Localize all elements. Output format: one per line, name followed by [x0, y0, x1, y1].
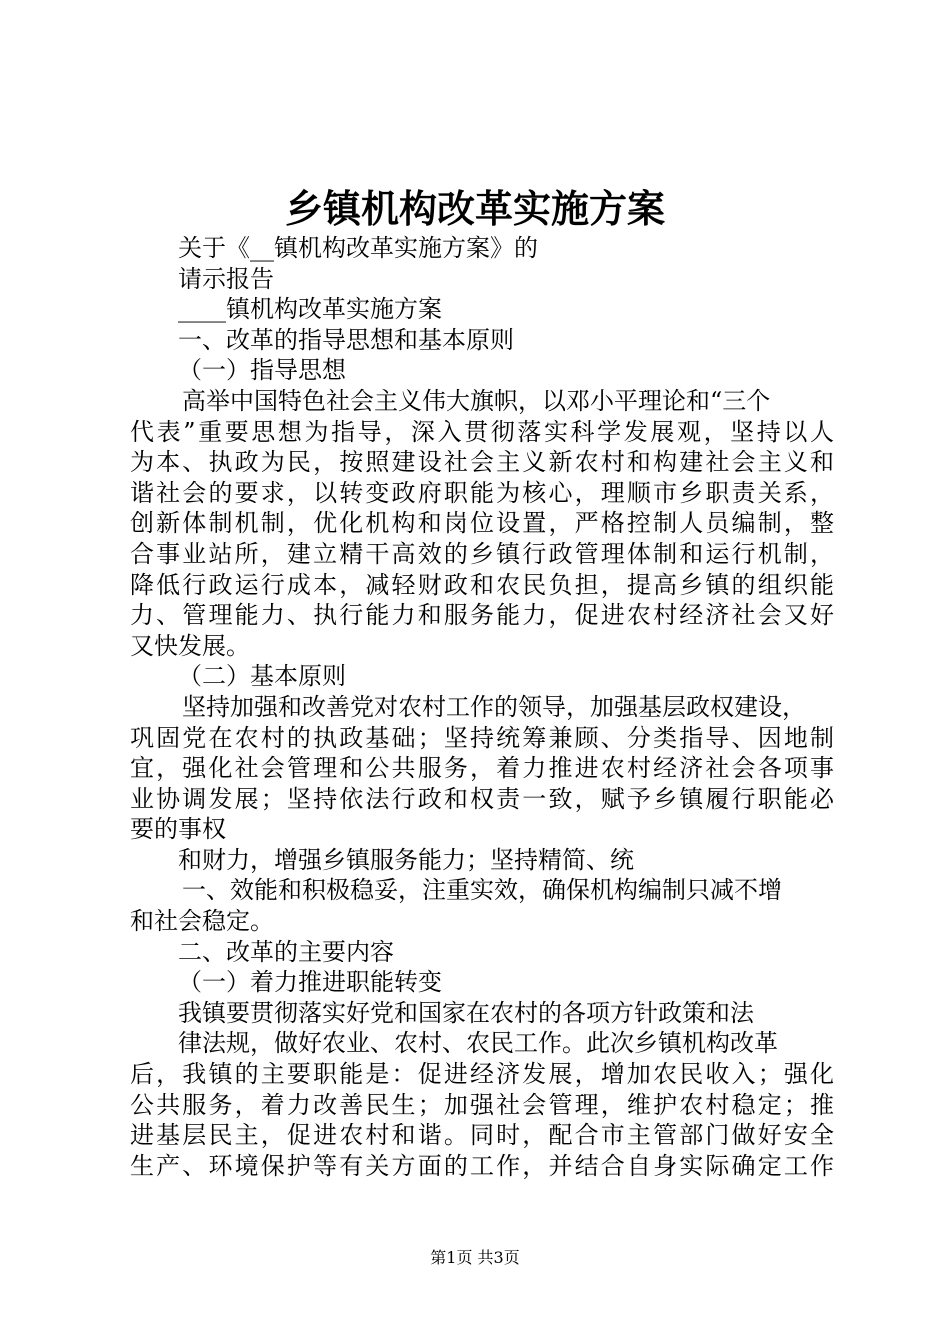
- document-body: [130, 233, 834, 1181]
- body-line: 宜，强化社会管理和公共服务，着力推进农村经济社会各项事: [130, 754, 834, 783]
- body-line: 生产、环境保护等有关方面的工作，并结合自身实际确定工作: [130, 1151, 834, 1180]
- body-line: 律法规，做好农业、农村、农民工作。此次乡镇机构改革: [178, 1029, 778, 1058]
- body-line: 公共服务，着力改善民生；加强社会管理，维护农村稳定；推: [130, 1090, 834, 1119]
- body-line: 代表”重要思想为指导，深入贯彻落实科学发展观，坚持以人: [130, 417, 834, 446]
- body-line: 关于《__镇机构改革实施方案》的: [178, 234, 538, 262]
- document-title: 乡镇机构改革实施方案: [284, 186, 665, 231]
- body-line: 坚持加强和改善党对农村工作的领导，加强基层政权建设，: [182, 692, 806, 721]
- body-line: 高举中国特色社会主义伟大旗帜，以邓小平理论和“三个: [182, 386, 771, 415]
- body-line: 巩固党在农村的执政基础；坚持统筹兼顾、分类指导、因地制: [130, 723, 834, 752]
- subsection-heading: （一）着力推进职能转变: [178, 968, 442, 997]
- body-line: 要的事权: [130, 815, 226, 844]
- body-line: 力、管理能力、执行能力和服务能力，促进农村经济社会又好: [130, 601, 834, 630]
- body-line: 创新体制机制，优化机构和岗位设置，严格控制人员编制，整: [130, 509, 834, 538]
- subsection-heading: （一）指导思想: [178, 356, 346, 385]
- body-line: ____镇机构改革实施方案: [178, 295, 442, 324]
- body-line: 又快发展。: [130, 631, 250, 660]
- section-heading: 一、改革的指导思想和基本原则: [178, 325, 514, 354]
- body-line: 请示报告: [178, 264, 274, 293]
- body-line: 业协调发展；坚持依法行政和权责一致，赋予乡镇履行职能必: [130, 784, 834, 813]
- body-line: 为本、执政为民，按照建设社会主义新农村和构建社会主义和: [130, 448, 834, 477]
- body-line: 降低行政运行成本，减轻财政和农民负担，提高乡镇的组织能: [130, 570, 834, 599]
- page-number-footer: 第1页 共3页: [430, 1248, 520, 1267]
- body-line: 后，我镇的主要职能是：促进经济发展，增加农民收入；强化: [130, 1060, 834, 1089]
- body-line: 进基层民主，促进农村和谐。同时，配合市主管部门做好安全: [130, 1121, 834, 1150]
- body-line: 合事业站所，建立精干高效的乡镇行政管理体制和运行机制，: [130, 539, 834, 568]
- body-line: 一、效能和积极稳妥，注重实效，确保机构编制只减不增: [182, 876, 782, 905]
- body-line: 谐社会的要求，以转变政府职能为核心，理顺市乡职责关系，: [130, 478, 834, 507]
- section-heading: 二、改革的主要内容: [178, 937, 394, 966]
- subsection-heading: （二）基本原则: [178, 662, 346, 691]
- body-line: 和财力，增强乡镇服务能力；坚持精简、统: [178, 845, 634, 874]
- body-line: 和社会稳定。: [130, 907, 274, 936]
- body-line: 我镇要贯彻落实好党和国家在农村的各项方针政策和法: [178, 998, 754, 1027]
